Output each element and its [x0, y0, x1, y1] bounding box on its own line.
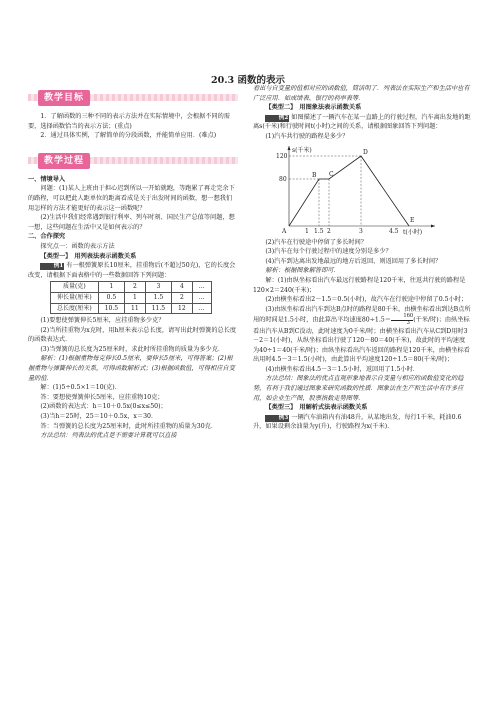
example-tag: 例2	[265, 115, 289, 122]
table-cell: …	[192, 292, 211, 303]
y-tick-label: 120	[276, 152, 288, 160]
method-summary: 方法总结：列表法的优点是不需要计算就可以直接	[40, 432, 177, 440]
origin-label: A	[282, 227, 287, 235]
banner-teaching-process	[28, 153, 238, 169]
section-heading-explore: 二、合作探究	[28, 233, 66, 241]
left-column	[28, 84, 238, 441]
solution-line: (2)函数的表达式：h＝10＋0.5x(0≤x≤50)；	[40, 403, 167, 411]
table-cell: 3	[145, 282, 171, 293]
fraction-denominator: 3	[406, 319, 410, 326]
continued-text: 看出与自变量的值相对应的函数值，简洁明了．列表法在实际生产和生活中也有广泛应用．如成绩表、银行的利率表等．	[253, 85, 470, 102]
question-3: (3)当弹簧的总长度为25厘米时，求此时所挂重物的质量为多少克．	[40, 345, 225, 353]
question-3: (3)汽车在每个行驶过程中的速度分别是多少？	[265, 248, 392, 256]
y-tick-label: 80	[279, 175, 287, 183]
page-title: 20.3 函数的表示	[211, 75, 285, 86]
solution-4: (4)由横坐标看出4.5－3＝1.5小时，返回用了1.5小时．	[265, 365, 419, 373]
table-cell: 1	[98, 282, 124, 293]
table-row	[51, 292, 212, 303]
x-tick-label: 1	[305, 227, 309, 235]
point-label-e: E	[410, 216, 415, 224]
right-column	[253, 84, 471, 432]
table-row	[51, 303, 212, 314]
table-cell: 伸长量(厘米)	[51, 292, 99, 303]
goal-2: 2．通过具体实例，了解简单的分段函数，并能简单应用．(难点)	[40, 132, 217, 140]
solution-line: 答：要想使弹簧伸长5厘米，应挂重物10克；	[40, 393, 164, 401]
table-row	[51, 282, 212, 293]
point-label-d: D	[363, 148, 368, 156]
point-label-c: C	[329, 170, 334, 178]
table-cell: 12	[172, 303, 193, 314]
method-summary: 方法总结：图象法的优点直观形象地表示自变量与相应的函数值变化的趋势，有利于我们通过图象来研究函数的性质．图象法在生产和生活中有许多应用，如企业生产图，股票指数走势图等．	[253, 375, 464, 402]
distance-time-graph	[253, 142, 471, 238]
x-tick-label: 1.5	[314, 227, 324, 235]
example-2	[253, 113, 471, 132]
table-cell: 10.5	[98, 303, 124, 314]
table-cell: 11.5	[145, 303, 171, 314]
fraction-numerator: 160	[391, 314, 413, 321]
table-cell: …	[192, 282, 211, 293]
goal-1: 1．了解函数的三种不同的表示方法并在实际情境中，会根据不同的需要，选择函数恰当的表示方法；(重点)	[28, 113, 230, 130]
example-3	[253, 413, 471, 432]
y-axis-label: s(千米)	[292, 146, 312, 154]
section-heading-intro: 一、情境导入	[28, 175, 66, 183]
type-heading-2: 【类型二】 用图象法表示函数关系	[265, 104, 362, 112]
data-table	[50, 281, 212, 314]
table-cell: 4	[172, 282, 193, 293]
banner-teaching-goals	[28, 90, 238, 106]
solution-3-tail: (千米/时)；由纵坐标看出汽车从B到C没动，此时速度为0千米/时；由横坐标看出汽车从C到D用时3－2＝1(小时)，从纵坐标看出行驶了120－80＝40(千米)，故此时的平均速度为40÷1＝40(千米/时)；由纵坐标看出汽车返回的路程是120千米，由横坐标看出用时4.5－3＝1.5(小时)，由此算出平均速度120÷1.5＝80(千米/时)；	[253, 316, 470, 364]
x-tick-label: 4.5	[389, 227, 399, 235]
table-cell: 1	[125, 292, 146, 303]
x-axis-arrow	[431, 224, 435, 227]
graph-line	[289, 156, 409, 226]
example-1-text: 有一根弹簧原长10厘米，挂重物后(不超过50克)，它的长度会改变，请根据下面表格中的一些数据回答下列问题：	[28, 262, 236, 279]
table-cell: 2	[172, 292, 193, 303]
table-cell: 总长度(厘米)	[51, 303, 99, 314]
x-tick-label: 3	[359, 227, 363, 235]
point-label-b: B	[312, 171, 317, 179]
solution-line: 解：(1)5÷0.5×1＝10(克)．	[40, 384, 121, 392]
solution-3	[253, 305, 471, 365]
banner-label: 教学目标	[38, 90, 90, 106]
intro-question-2: (2)生活中我们经常遇到银行利率、列车时刻、国民生产总值等问题，想一想，这些问题在生活中又是如何表示的？	[28, 214, 235, 231]
solution-1: 解：(1)由纵坐标看出汽车最远行驶路程是120千米，往返共行驶的路程是120×2＝240(千米)；	[253, 276, 466, 294]
x-axis-label: t(小时)	[403, 228, 423, 236]
table-cell: 1.5	[145, 292, 171, 303]
example-tag: 例1	[40, 263, 64, 270]
example-3-text: 一辆汽车油箱内有油48升，从某地出发，每行1千米，耗油0.6升，如果设剩余油量为y(升)，行驶路程为x(千米)．	[253, 413, 462, 431]
table-cell: 0.5	[98, 292, 124, 303]
graph-svg	[275, 142, 445, 236]
example-1	[28, 261, 238, 280]
question-4: (4)汽车到达离出发地最远的地方后返回，则返回用了多长时间？	[265, 257, 442, 265]
x-tick-label: 2	[327, 227, 331, 235]
y-axis-arrow	[288, 146, 291, 150]
question-2: (2)当所挂重物为x克时，用h厘米表示总长度，请写出此时弹簧的总长度的函数表达式．	[28, 326, 237, 344]
fraction	[391, 314, 413, 326]
analysis: 解析：根据图象解答即可．	[265, 267, 340, 275]
question-2: (2)汽车在行驶途中停留了多长时间？	[265, 238, 367, 246]
solution-line: 答：当弹簧的总长度为25厘米时，此时所挂重物的质量为30克．	[40, 422, 218, 430]
example-2-text: 如图描述了一辆汽车在某一直路上的行驶过程，汽车离出发地的距离s(千米)和行驶时间t(小时)之间的关系，请根据图象回答下列问题：	[253, 113, 471, 131]
type-heading-3: 【类型三】 用解析式法表示函数关系	[265, 404, 368, 412]
example-tag: 例3	[265, 415, 289, 422]
analysis: 解析：(1)根据重物每克伸长0.5厘米，要伸长5厘米，可得答案；(2)根据重物与弹簧伸长的关系，可得函数解析式；(3)根据函数值，可得相应自变量的值．	[28, 355, 235, 382]
solution-3-head: (3)由纵坐标看出汽车到达B点时的路程是80千米，由横坐标看出到达B点所用的时间是1.5小时，由此算出平均速度80÷1.5＝	[253, 305, 471, 324]
table-cell: 11	[125, 303, 146, 314]
table-cell: …	[192, 303, 211, 314]
question-1: (1)要想使弹簧伸长5厘米，应挂重物多少克？	[40, 317, 165, 325]
solution-2: (2)由横坐标看出2－1.5＝0.5(小时)，故汽车在行驶途中停留了0.5小时；	[265, 296, 468, 304]
question-1: (1)汽车共行驶的路程是多少？	[265, 132, 349, 140]
explore-point: 探究点一：函数的表示方法	[40, 242, 115, 250]
intro-question-1: 问题：(1)某人上班由于担心迟到所以一开始就跑，等跑累了再走完余下的路程，可以把此人距单位的距离看成是关于出发时间的函数，想一想我们用怎样的方法才能更好的表示这一函数呢？	[28, 185, 235, 212]
banner-label: 教学过程	[38, 153, 90, 169]
table-cell: 2	[125, 282, 146, 293]
table-cell: 质量(克)	[51, 282, 99, 293]
type-heading-1: 【类型一】 用列表法表示函数关系	[40, 252, 137, 260]
solution-line: (3)当h＝25时，25＝10＋0.5x，x＝30．	[40, 413, 158, 421]
